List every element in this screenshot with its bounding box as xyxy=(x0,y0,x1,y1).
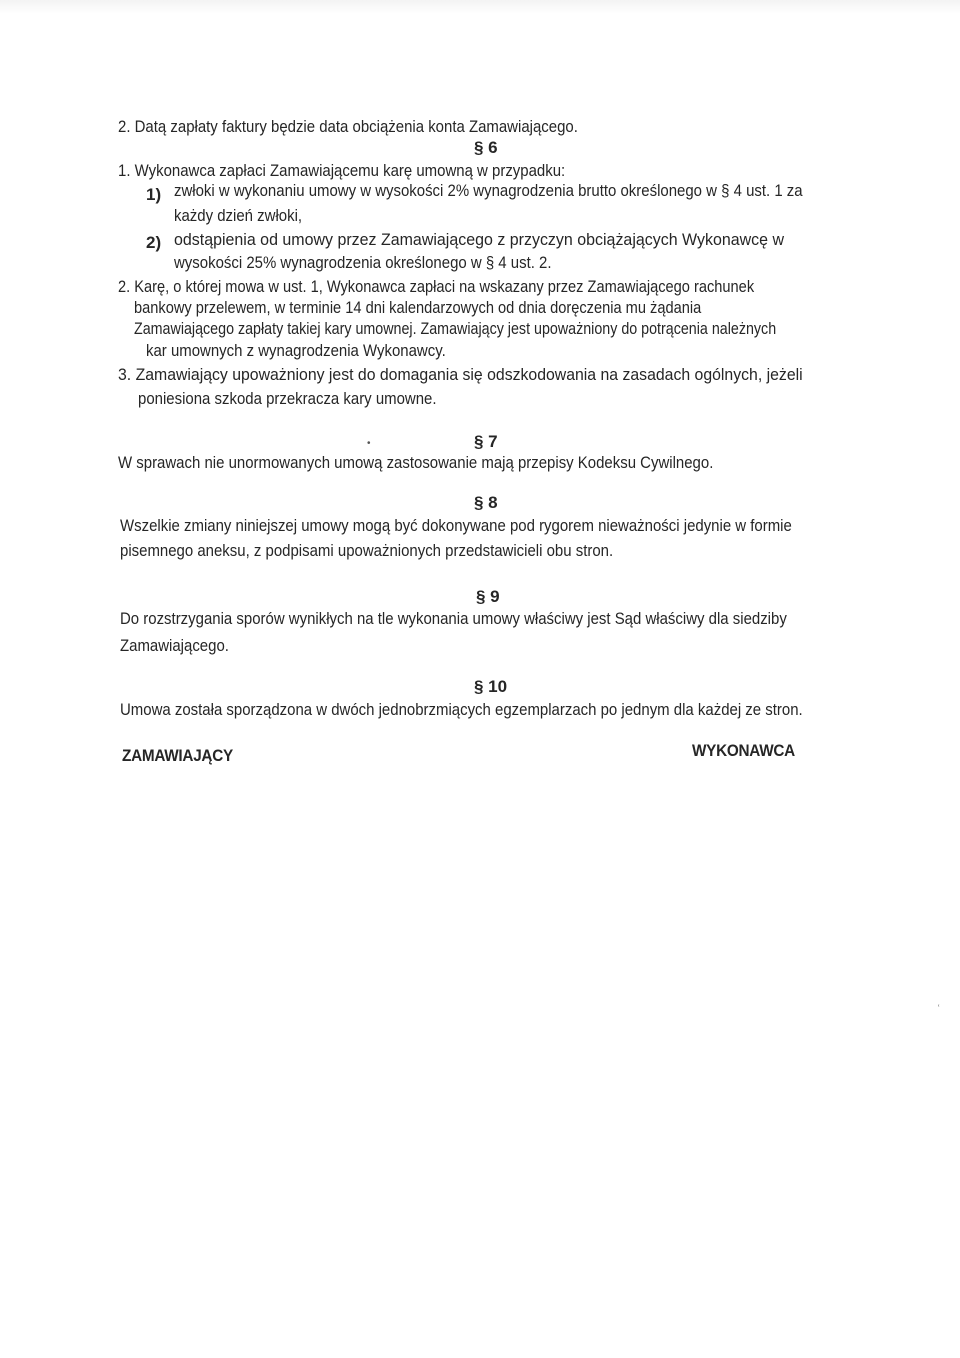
section-8-heading: § 8 xyxy=(474,493,498,512)
section-6-para-2-line-2: bankowy przelewem, w terminie 14 dni kalendarzowych od dnia doręczenia mu żądania xyxy=(134,298,702,317)
section-9-heading: § 9 xyxy=(476,587,500,606)
section-7-line-1: W sprawach nie unormowanych umową zastosowanie mają przepisy Kodeksu Cywilnego. xyxy=(118,453,714,472)
section-6-para-3-line-1: 3. Zamawiający upoważniony jest do domagania się odszkodowania na zasadach ogólnych, jeżeli xyxy=(118,365,803,384)
section-6-item-2-line-1: odstąpienia od umowy przez Zamawiającego z przyczyn obciążających Wykonawcę w xyxy=(174,230,785,249)
section-6-para-3-line-2: poniesiona szkoda przekracza kary umowne. xyxy=(138,389,437,408)
section-10-heading: § 10 xyxy=(474,677,508,696)
section-10-line-1: Umowa została sporządzona w dwóch jednobrzmiących egzemplarzach po jednym dla każdej ze stron. xyxy=(120,700,803,719)
section-6-para-2-line-3: Zamawiającego zapłaty takiej kary umownej. Zamawiający jest upoważniony do potrącenia należnych xyxy=(134,319,777,338)
signature-label-ordering-party: ZAMAWIAJĄCY xyxy=(122,746,233,765)
section-6-item-2-line-2: wysokości 25% wynagrodzenia określonego w § 4 ust. 2. xyxy=(174,253,552,272)
section-6-para-2-line-1: 2. Karę, o której mowa w ust. 1, Wykonawca zapłaci na wskazany przez Zamawiającego rachunek xyxy=(118,277,755,296)
section-6-heading: § 6 xyxy=(474,138,498,157)
section-7-heading: § 7 xyxy=(474,432,498,451)
section-6-item-2-number: 2) xyxy=(146,233,162,252)
intro-line-1: 2. Datą zapłaty faktury będzie data obciążenia konta Zamawiającego. xyxy=(118,117,578,136)
section-6-para-2-line-4: kar umownych z wynagrodzenia Wykonawcy. xyxy=(146,341,446,360)
signature-label-contractor: WYKONAWCA xyxy=(692,741,795,760)
scan-speck: ʿ xyxy=(937,1004,941,1015)
section-9-line-2: Zamawiającego. xyxy=(120,636,229,655)
section-9-line-1: Do rozstrzygania sporów wynikłych na tle wykonania umowy właściwy jest Sąd właściwy dla siedziby xyxy=(120,609,787,628)
section-6-item-1-line-1: zwłoki w wykonaniu umowy w wysokości 2% wynagrodzenia brutto określonego w § 4 ust. 1 za xyxy=(174,181,803,200)
section-6-item-1-line-2: każdy dzień zwłoki, xyxy=(174,206,303,225)
section-6-para-1: 1. Wykonawca zapłaci Zamawiającemu karę umowną w przypadku: xyxy=(118,161,566,180)
scan-edge xyxy=(0,0,960,14)
section-8-line-1: Wszelkie zmiany niniejszej umowy mogą być dokonywane pod rygorem nieważności jedynie w formie xyxy=(120,516,792,535)
section-6-item-1-number: 1) xyxy=(146,185,162,204)
scan-speck: • xyxy=(367,438,371,449)
section-8-line-2: pisemnego aneksu, z podpisami upoważnionych przedstawicieli obu stron. xyxy=(120,541,614,560)
